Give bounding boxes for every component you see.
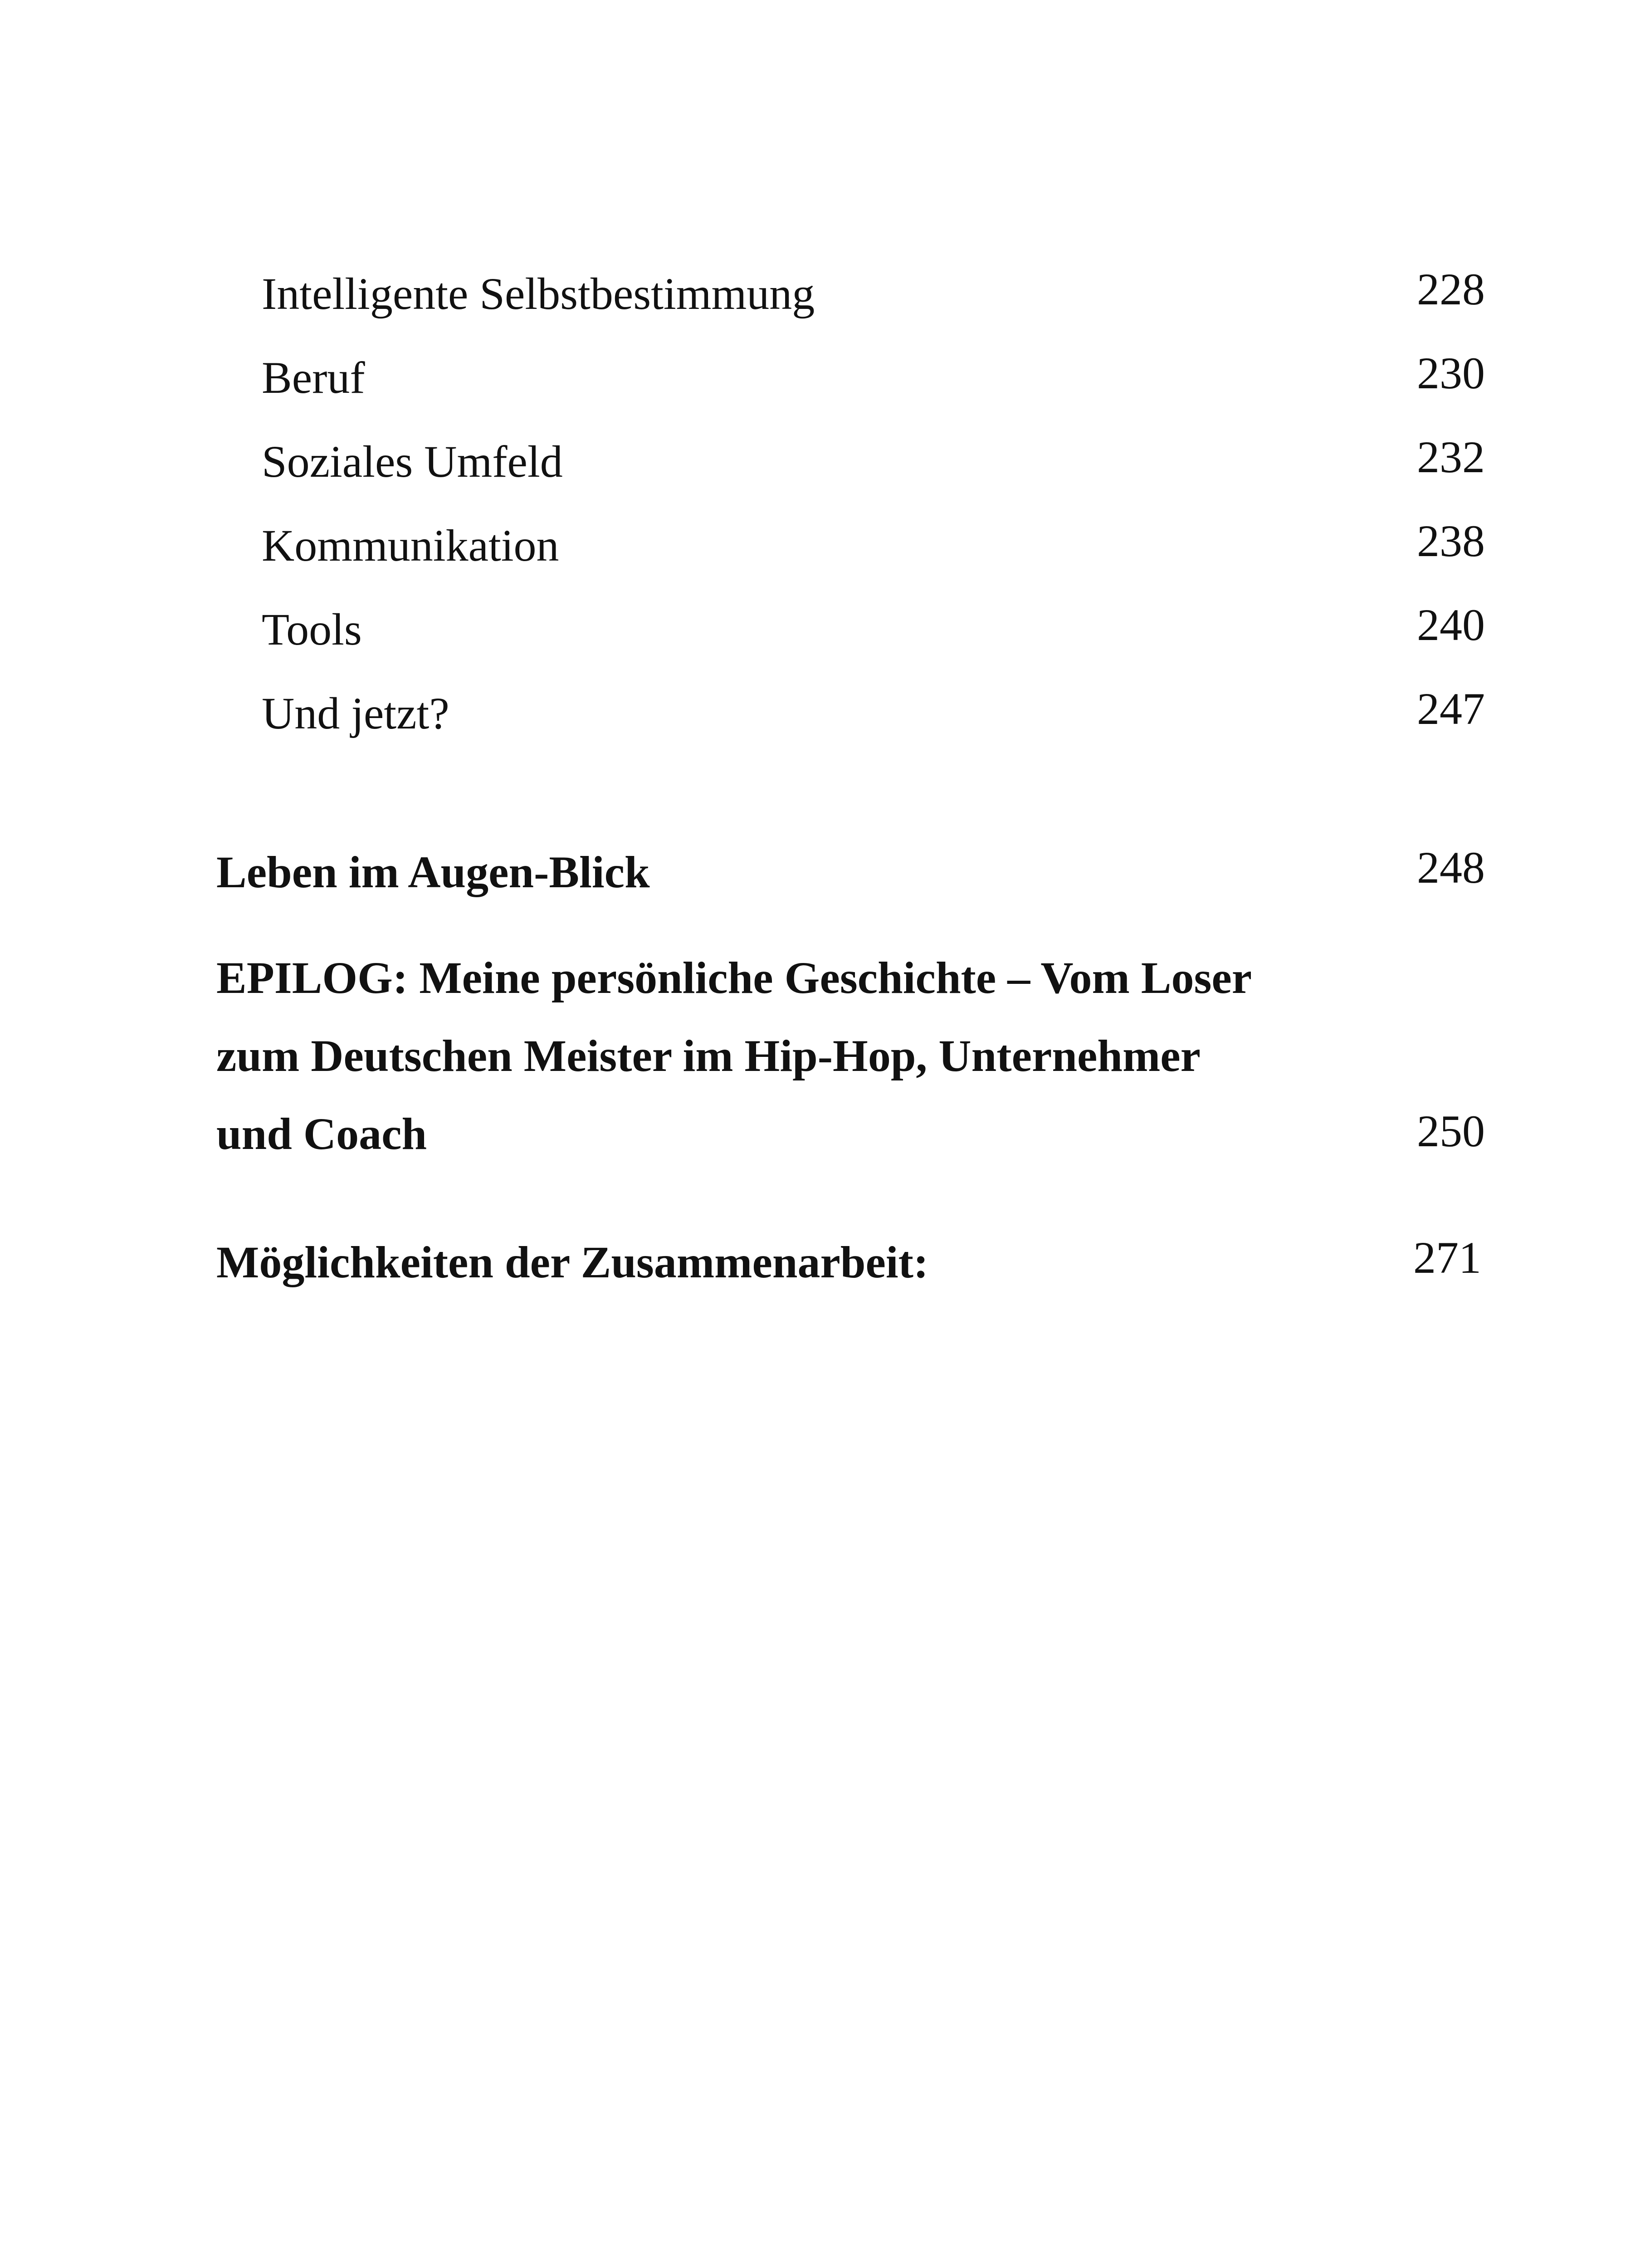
toc-entry-page: 232 bbox=[1417, 432, 1485, 482]
toc-entry-page: 240 bbox=[1417, 600, 1485, 650]
toc-entry-title: Soziales Umfeld bbox=[262, 436, 563, 487]
toc-entry-title: Und jetzt? bbox=[262, 688, 449, 738]
toc-entry-title-line: und Coach bbox=[216, 1109, 427, 1159]
toc-entry-title: Intelligente Selbstbestimmung bbox=[262, 269, 815, 319]
toc-entry-title-line: zum Deutschen Meister im Hip-Hop, Unternehmer bbox=[216, 1031, 1201, 1081]
toc-entry-page: 238 bbox=[1417, 516, 1485, 566]
toc-entry-title: Tools bbox=[262, 604, 362, 655]
toc-entry-page: 228 bbox=[1417, 264, 1485, 314]
toc-entry-title bbox=[216, 939, 1252, 1173]
toc-entry-page: 248 bbox=[1417, 842, 1485, 893]
toc-entry-page: 271 bbox=[1413, 1232, 1481, 1283]
toc-entry-page: 247 bbox=[1417, 684, 1485, 734]
toc-entry-page: 230 bbox=[1417, 348, 1485, 398]
toc-entry-page: 250 bbox=[1417, 1106, 1485, 1156]
toc-entry-title: Beruf bbox=[262, 352, 365, 403]
toc-entry-title-line: EPILOG: Meine persönliche Geschichte – Vom Loser bbox=[216, 953, 1252, 1003]
toc-entry-title: Möglichkeiten der Zusammenarbeit: bbox=[216, 1237, 929, 1287]
toc-entry-title: Kommunikation bbox=[262, 520, 559, 571]
toc-entry-title: Leben im Augen-Blick bbox=[216, 847, 650, 897]
